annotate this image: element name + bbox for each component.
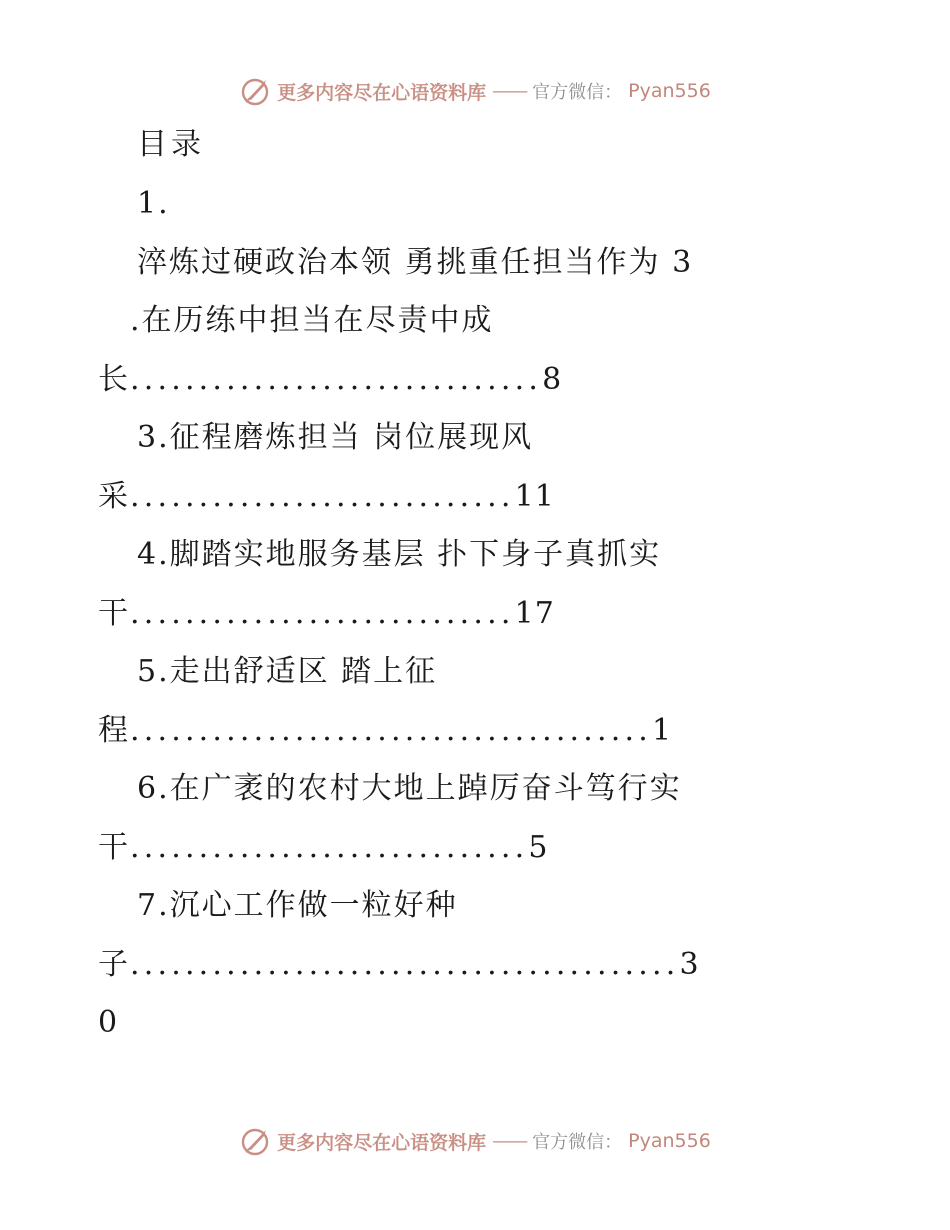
footer-watermark (0, 1121, 950, 1161)
toc-entry-7-leader: ........................................ (130, 947, 680, 982)
toc-entry-6-line-1 (137, 770, 682, 808)
toc-entry-3-line-1 (137, 419, 533, 457)
toc-entry-7-page-continued: 0 (98, 1005, 120, 1040)
toc-entry-3-line-2 (98, 478, 555, 516)
toc-entry-2-line-1 (130, 302, 494, 340)
toc-entry-4-line-1 (137, 536, 661, 574)
toc-entry-4-text: 脚踏实地服务基层 扑下身子真抓实 (169, 537, 662, 572)
toc-entry-5-text: 走出舒适区 踏上征 (169, 654, 438, 689)
toc-entry-6-line-2 (98, 829, 548, 867)
toc-title: 目录 (137, 127, 205, 162)
toc-entry-2-text: 在历练中担当在尽责中成 (141, 303, 494, 338)
toc-entry-2-line-2 (98, 361, 562, 399)
toc-entry-7-line-2 (98, 946, 700, 984)
watermark-account: Pyan556 (628, 80, 711, 102)
toc-entry-7-line-1 (137, 887, 458, 925)
toc-entry-5-line-2 (98, 712, 672, 750)
toc-entry-5-text-end: 程 (98, 713, 130, 748)
toc-entry-1-number: 1. (137, 186, 170, 221)
watermark-brand: 更多内容尽在心语资料库 (277, 1131, 487, 1154)
toc-entry-3-page: 11 (514, 479, 555, 514)
quill-pen-logo-icon (239, 1125, 271, 1157)
watermark-label: 官方微信： (532, 82, 623, 103)
toc-entry-4-leader: ............................ (130, 596, 515, 631)
toc-entry-6-page: 5 (528, 830, 549, 865)
toc-entry-6-text-end: 干 (98, 830, 130, 865)
toc-entry-2-leader: .............................. (130, 362, 543, 397)
toc-entry-2-number: . (130, 303, 142, 338)
toc-entry-2-page: 8 (542, 362, 563, 397)
watermark-dash: —— (492, 80, 527, 102)
toc-entry-5-leader: ...................................... (130, 713, 652, 748)
toc-entry-5-page: 1 (651, 713, 673, 748)
toc-entry-4-page: 17 (514, 596, 555, 631)
watermark-label: 官方微信： (532, 1132, 623, 1153)
toc-entry-6-leader: ............................. (130, 830, 529, 865)
toc-entry-7-text-end: 子 (98, 947, 130, 982)
toc-entry-1-text: 淬炼过硬政治本领 勇挑重任担当作为 3 (137, 245, 694, 280)
toc-entry-7-number: 7. (137, 888, 170, 923)
toc-entry-4-number: 4. (137, 537, 170, 572)
toc-entry-5-line-1 (137, 653, 437, 691)
toc-entry-6-text: 在广袤的农村大地上踔厉奋斗笃行实 (169, 771, 682, 806)
toc-entry-4-line-2 (98, 595, 555, 633)
toc-entry-5-number: 5. (137, 654, 170, 689)
toc-entry-2-text-end: 长 (98, 362, 130, 397)
toc-entry-3-text-end: 采 (98, 479, 130, 514)
toc-entry-3-text: 征程磨炼担当 岗位展现风 (169, 420, 534, 455)
watermark-dash: —— (492, 1130, 527, 1152)
toc-entry-6-number: 6. (137, 771, 170, 806)
toc-entry-3-number: 3. (137, 420, 170, 455)
toc-entry-7-text: 沉心工作做一粒好种 (169, 888, 458, 923)
toc-entry-3-leader: ............................ (130, 479, 515, 514)
toc-entry-7-page: 3 (679, 947, 700, 982)
watermark-account: Pyan556 (628, 1130, 711, 1152)
watermark-brand: 更多内容尽在心语资料库 (277, 81, 487, 104)
toc-entry-4-text-end: 干 (98, 596, 130, 631)
